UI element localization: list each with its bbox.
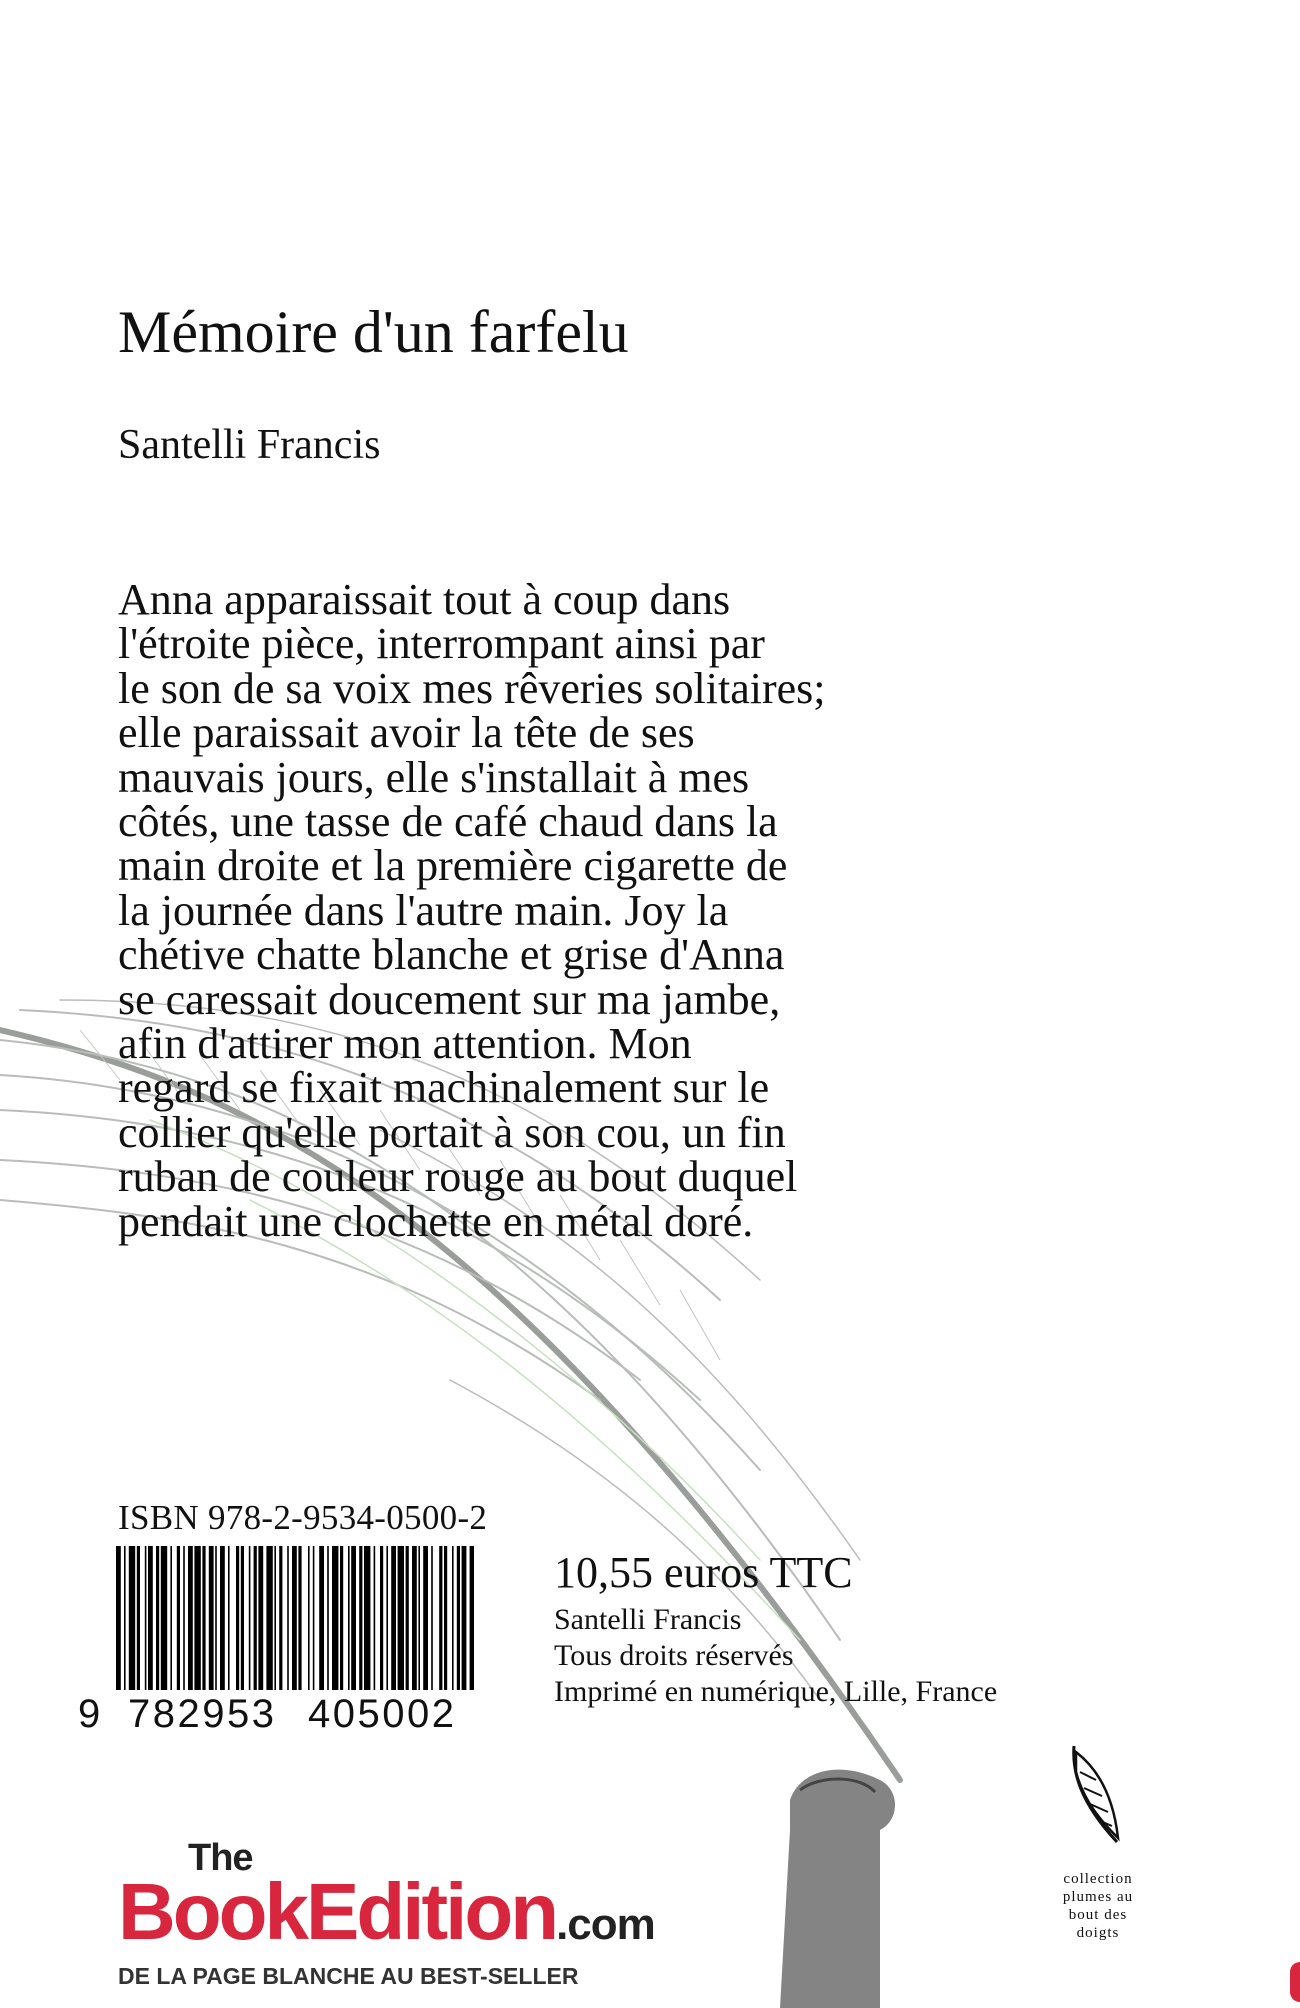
- blurb-line: collier qu'elle portait à son cou, un fin: [118, 1107, 786, 1157]
- barcode-bar: [170, 1546, 172, 1690]
- collection-text: [1040, 1870, 1156, 1942]
- collection-line: plumes au: [1062, 1889, 1134, 1905]
- barcode-bar: [412, 1546, 417, 1690]
- isbn-label: ISBN 978-2-9534-0500-2: [118, 1498, 488, 1537]
- barcode-bar: [161, 1546, 167, 1690]
- blurb-line: regard se fixait machinalement sur le: [118, 1063, 770, 1113]
- collection-line: doigts: [1076, 1925, 1120, 1941]
- barcode-bar: [236, 1546, 239, 1690]
- barcode-bar: [156, 1546, 159, 1690]
- barcode-bar: [462, 1546, 467, 1690]
- collection-line: collection: [1063, 1871, 1133, 1887]
- barcode-bar: [374, 1546, 376, 1690]
- barcode-bar: [258, 1546, 263, 1690]
- barcode-bar: [319, 1546, 324, 1690]
- barcode-bar: [457, 1546, 460, 1690]
- barcode-bar: [359, 1546, 362, 1690]
- collection-line: bout des: [1068, 1907, 1128, 1923]
- collection-mark: [1040, 1742, 1200, 1942]
- barcode-bar: [298, 1546, 301, 1690]
- barcode-bar: [292, 1546, 297, 1690]
- barcode-bar: [444, 1546, 447, 1690]
- price: 10,55 euros TTC: [554, 1548, 853, 1597]
- logo-brand-name: BookEdition: [118, 1867, 557, 1956]
- barcode-bar: [279, 1546, 282, 1690]
- blurb-line: ruban de couleur rouge au bout duquel: [118, 1152, 798, 1202]
- barcode-left-group: 782953: [128, 1692, 277, 1736]
- barcode-bar: [228, 1546, 230, 1690]
- blurb-line: main droite et la première cigarette de: [118, 841, 788, 891]
- info-author: Santelli Francis: [554, 1603, 742, 1636]
- barcode-bar: [340, 1546, 343, 1690]
- barcode-bar: [351, 1546, 356, 1690]
- barcode-bar: [406, 1546, 409, 1690]
- book-author: Santelli Francis: [118, 422, 381, 468]
- barcode-bar: [266, 1546, 272, 1690]
- barcode-bar: [145, 1546, 147, 1690]
- barcode-bar: [129, 1546, 135, 1690]
- blurb-line: afin d'attirer mon attention. Mon: [118, 1019, 692, 1069]
- barcode-bar: [348, 1546, 350, 1690]
- blurb-line: côtés, une tasse de café chaud dans la: [118, 797, 778, 847]
- barcode-bar: [249, 1546, 251, 1690]
- barcode-bar: [439, 1546, 442, 1690]
- barcode-bar: [332, 1546, 338, 1690]
- barcode-bar: [364, 1546, 370, 1690]
- barcode-bar: [418, 1546, 420, 1690]
- blurb-line: le son de sa voix mes rêveries solitaires;: [118, 663, 826, 713]
- blurb-line: mauvais jours, elle s'installait à mes: [118, 752, 750, 802]
- barcode-bar: [380, 1546, 383, 1690]
- barcode: [116, 1546, 474, 1690]
- barcode-bar: [423, 1546, 428, 1690]
- info-printed: Imprimé en numérique, Lille, France: [554, 1675, 998, 1708]
- logo-the: The: [188, 1837, 253, 1879]
- barcode-bar: [391, 1546, 396, 1690]
- quill-icon: [1062, 1742, 1132, 1852]
- barcode-bar: [287, 1546, 289, 1690]
- book-blurb: [118, 575, 1018, 1246]
- blurb-line: Anna apparaissait tout à coup dans: [118, 575, 731, 624]
- barcode-bar: [274, 1546, 276, 1690]
- barcode-bar: [148, 1546, 153, 1690]
- blurb-line: elle paraissait avoir la tête de ses: [118, 708, 695, 758]
- barcode-bar: [183, 1546, 185, 1690]
- blurb-line: chétive chatte blanche et grise d'Anna: [118, 930, 785, 980]
- barcode-first-digit: 9: [78, 1692, 103, 1736]
- barcode-bar: [313, 1546, 315, 1690]
- barcode-bar: [220, 1546, 225, 1690]
- barcode-bar: [386, 1546, 388, 1690]
- barcode-bar: [124, 1546, 126, 1690]
- barcode-bar: [177, 1546, 180, 1690]
- barcode-bar: [215, 1546, 217, 1690]
- blurb-line: l'étroite pièce, interrompant ainsi par: [118, 619, 765, 669]
- barcode-bar: [209, 1546, 214, 1690]
- publication-info: [554, 1602, 997, 1710]
- barcode-bar: [254, 1546, 257, 1690]
- edge-marker: [1290, 1962, 1300, 2002]
- blurb-line: se caressait doucement sur ma jambe,: [118, 974, 781, 1024]
- book-title: Mémoire d'un farfelu: [118, 299, 629, 365]
- logo-tagline: DE LA PAGE BLANCHE AU BEST-SELLER: [118, 1963, 579, 1989]
- barcode-bar: [327, 1546, 329, 1690]
- barcode-bar: [308, 1546, 310, 1690]
- barcode-bar: [202, 1546, 205, 1690]
- barcode-bar: [241, 1546, 244, 1690]
- blurb-line: pendait une clochette en métal doré.: [118, 1196, 754, 1246]
- barcode-bar: [452, 1546, 454, 1690]
- barcode-right-group: 405002: [308, 1692, 457, 1736]
- blurb-line: la journée dans l'autre main. Joy la: [118, 885, 729, 935]
- barcode-bar: [470, 1546, 474, 1690]
- logo-domain: .com: [556, 1900, 655, 1949]
- info-rights: Tous droits réservés: [554, 1639, 794, 1672]
- barcode-bar: [188, 1546, 193, 1690]
- barcode-bar: [194, 1546, 200, 1690]
- barcode-bar: [137, 1546, 140, 1690]
- barcode-bar: [398, 1546, 404, 1690]
- barcode-bar: [431, 1546, 433, 1690]
- logo-brand: [118, 1869, 655, 1968]
- barcode-bar: [116, 1546, 121, 1690]
